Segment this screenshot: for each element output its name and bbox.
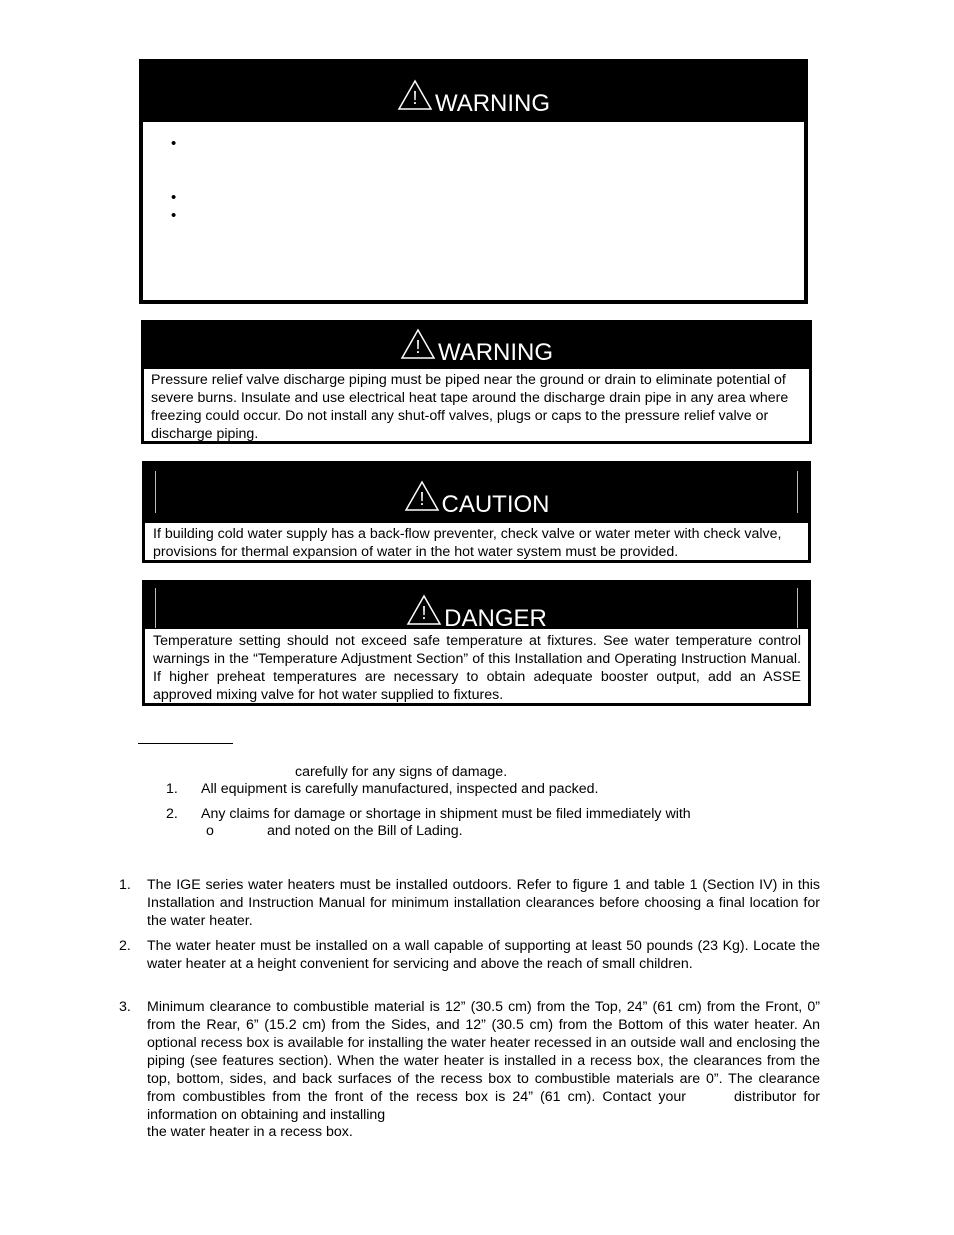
warning-text-2: Pressure relief valve discharge piping must be piped near the ground or drain to eliminate potential of severe burns. Insulate and use electrical heat tape around the discharge drain pipe in any area where freezing could occur. Do not install any shut-off valves, plugs or caps to the pressure relief valve or discharge piping. (151, 372, 789, 442)
location-item-3-text (147, 998, 820, 1124)
warning-header-2 (144, 323, 809, 369)
caution-text: If building cold water supply has a back-flow preventer, check valve or water meter with check valve, provisions for thermal expansion of water in the hot water system must be provided. (153, 526, 782, 560)
inspect-item-2-line1: Any claims for damage or shortage in shipment must be filed immediately with (201, 806, 691, 822)
bullet-3: • (171, 207, 177, 224)
section-heading-underline (138, 743, 233, 744)
danger-header (145, 583, 808, 632)
svg-text:!: ! (418, 489, 425, 509)
warning-title-2: WARNING (437, 339, 554, 366)
warning-header-1 (143, 63, 804, 122)
inspect-item-2-prefix: o (206, 823, 214, 839)
warning-triangle-icon (400, 339, 438, 366)
inspect-item-2-num: 2. (166, 806, 178, 822)
warning-box-2 (141, 320, 812, 444)
warning-box-1 (139, 59, 808, 304)
svg-text:!: ! (412, 88, 418, 108)
location-item-3-mid: distributor for information on obtaining and installing (147, 1089, 820, 1123)
danger-title: DANGER (444, 605, 547, 632)
caution-triangle-icon (404, 491, 442, 518)
location-item-3-num: 3. (119, 999, 131, 1015)
danger-text: Temperature setting should not exceed safe temperature at fixtures. See water temperature control warnings in the “Temperature Adjustment Section” of this Installation and Operating Instruction Manual. If higher preheat temperatures are necessary to obtain adequate booster output, add an ASSE approved mixing valve for hot water supplied to fixtures. (153, 633, 801, 703)
caution-header (145, 464, 808, 523)
inspect-item-2-line2: and noted on the Bill of Lading. (267, 823, 463, 839)
location-item-1-num: 1. (119, 877, 131, 893)
location-item-3-main: Minimum clearance to combustible material is 12” (30.5 cm) from the Top, 24” (61 cm) from the Front, 0” from the Rear, 6” (15.2 cm) from the Sides, and 12” (30.5 cm) from the Bottom of this water heater. An optional recess box is available for installing the water heater recessed in an outside wall and enclosing the piping (see features section). When the water heater is installed in a recess box, the clearances from the top, bottom, sides, and back surfaces of the recess box to combustible materials are 0”. The clearance from combustibles from the front of the recess box is 24” (61 cm). Contact your (147, 999, 820, 1105)
inspect-lead: carefully for any signs of damage. (295, 764, 508, 780)
warning-title-1: WARNING (434, 90, 551, 117)
location-item-2-num: 2. (119, 938, 131, 954)
location-item-3-end: the water heater in a recess box. (147, 1124, 353, 1140)
location-item-1-text: The IGE series water heaters must be installed outdoors. Refer to figure 1 and table 1 (Section IV) in this Installation and Instruction Manual for minimum installation clearances before choosing a final location for the water heater. (147, 877, 820, 929)
danger-box (142, 580, 811, 706)
warning-triangle-icon (397, 90, 435, 117)
location-item-2-text: The water heater must be installed on a wall capable of supporting at least 50 pounds (23 Kg). Locate the water heater at a height convenient for servicing and above the reach of small children. (147, 938, 820, 972)
svg-text:!: ! (415, 337, 421, 357)
danger-triangle-icon (406, 605, 444, 632)
caution-title: CAUTION (441, 491, 550, 518)
svg-text:!: ! (421, 603, 427, 623)
bullet-1: • (171, 135, 177, 152)
caution-box (142, 461, 811, 563)
bullet-2: • (171, 189, 177, 206)
inspect-item-1-text: All equipment is carefully manufactured, inspected and packed. (201, 781, 599, 797)
inspect-item-1-num: 1. (166, 781, 178, 797)
